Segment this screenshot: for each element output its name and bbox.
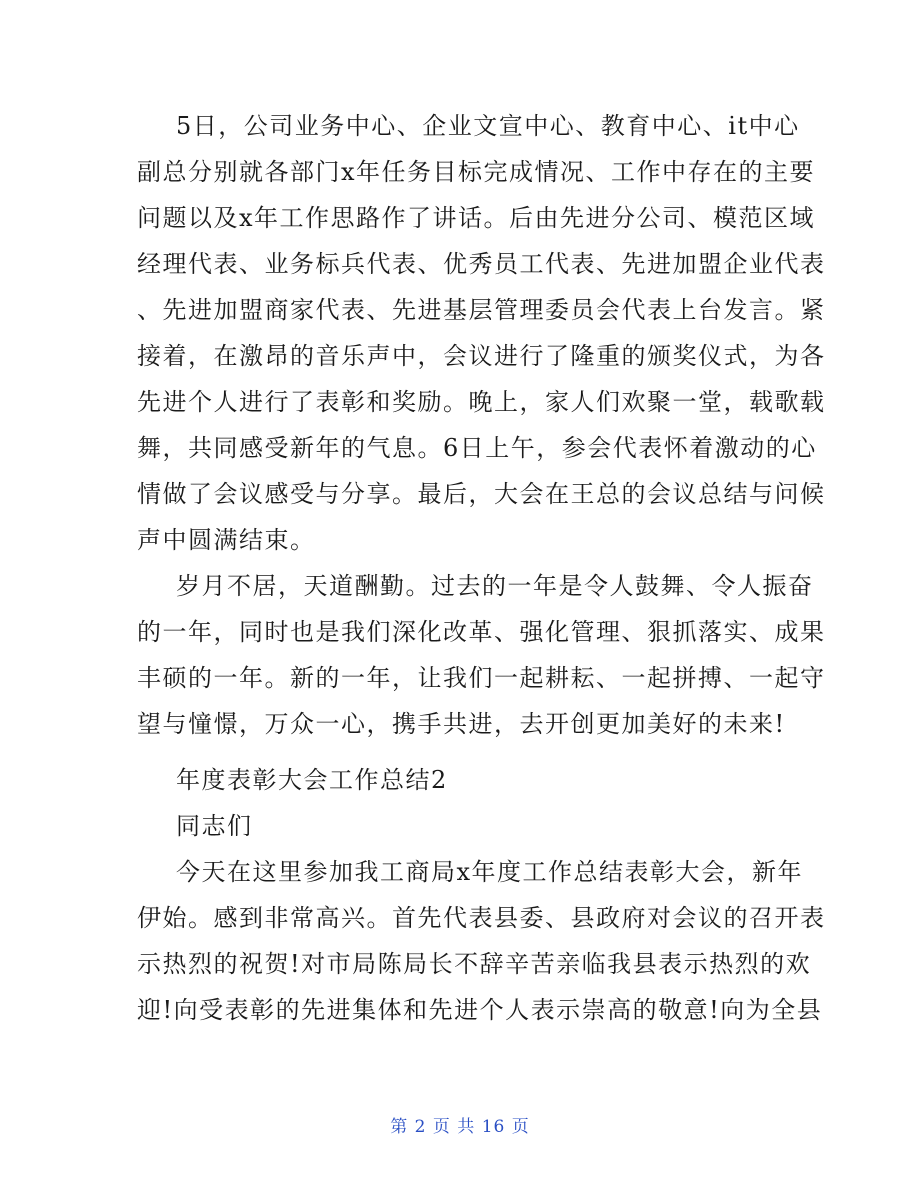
page-number-footer: 第 2 页 共 16 页	[390, 1117, 530, 1137]
paragraph-line: 声中圆满结束。	[137, 526, 316, 554]
salutation: 同志们	[176, 812, 253, 840]
paragraph-line: 岁月不居，天道酬勤。过去的一年是令人鼓舞、令人振奋	[176, 572, 814, 600]
section-heading: 年度表彰大会工作总结2	[176, 766, 448, 794]
paragraph-line: 、先进加盟商家代表、先进基层管理委员会代表上台发言。紧	[137, 296, 826, 324]
paragraph-line: 望与憧憬，万众一心，携手共进，去开创更加美好的未来!	[137, 710, 786, 738]
paragraph-line: 情做了会议感受与分享。最后，大会在王总的会议总结与问候	[137, 480, 826, 508]
paragraph-line: 的一年，同时也是我们深化改革、强化管理、狠抓落实、成果	[137, 618, 826, 646]
paragraph-line: 问题以及x年工作思路作了讲话。后由先进分公司、模范区域	[137, 204, 816, 232]
paragraph-line: 舞，共同感受新年的气息。6日上午，参会代表怀着激动的心	[137, 434, 817, 462]
paragraph-line: 先进个人进行了表彰和奖励。晚上，家人们欢聚一堂，载歌载	[137, 388, 826, 416]
paragraph-line: 今天在这里参加我工商局x年度工作总结表彰大会，新年	[176, 858, 804, 886]
paragraph-line: 丰硕的一年。新的一年，让我们一起耕耘、一起拼搏、一起守	[137, 664, 826, 692]
paragraph-line: 5日，公司业务中心、企业文宣中心、教育中心、it中心	[176, 112, 800, 140]
paragraph-line: 副总分别就各部门x年任务目标完成情况、工作中存在的主要	[137, 158, 816, 186]
paragraph-line: 迎!向受表彰的先进集体和先进个人表示崇高的敬意!向为全县	[137, 996, 823, 1024]
paragraph-line: 接着，在激昂的音乐声中，会议进行了隆重的颁奖仪式，为各	[137, 342, 826, 370]
paragraph-line: 伊始。感到非常高兴。首先代表县委、县政府对会议的召开表	[137, 904, 826, 932]
paragraph-line: 示热烈的祝贺!对市局陈局长不辞辛苦亲临我县表示热烈的欢	[137, 950, 812, 978]
paragraph-line: 经理代表、业务标兵代表、优秀员工代表、先进加盟企业代表	[137, 250, 826, 278]
